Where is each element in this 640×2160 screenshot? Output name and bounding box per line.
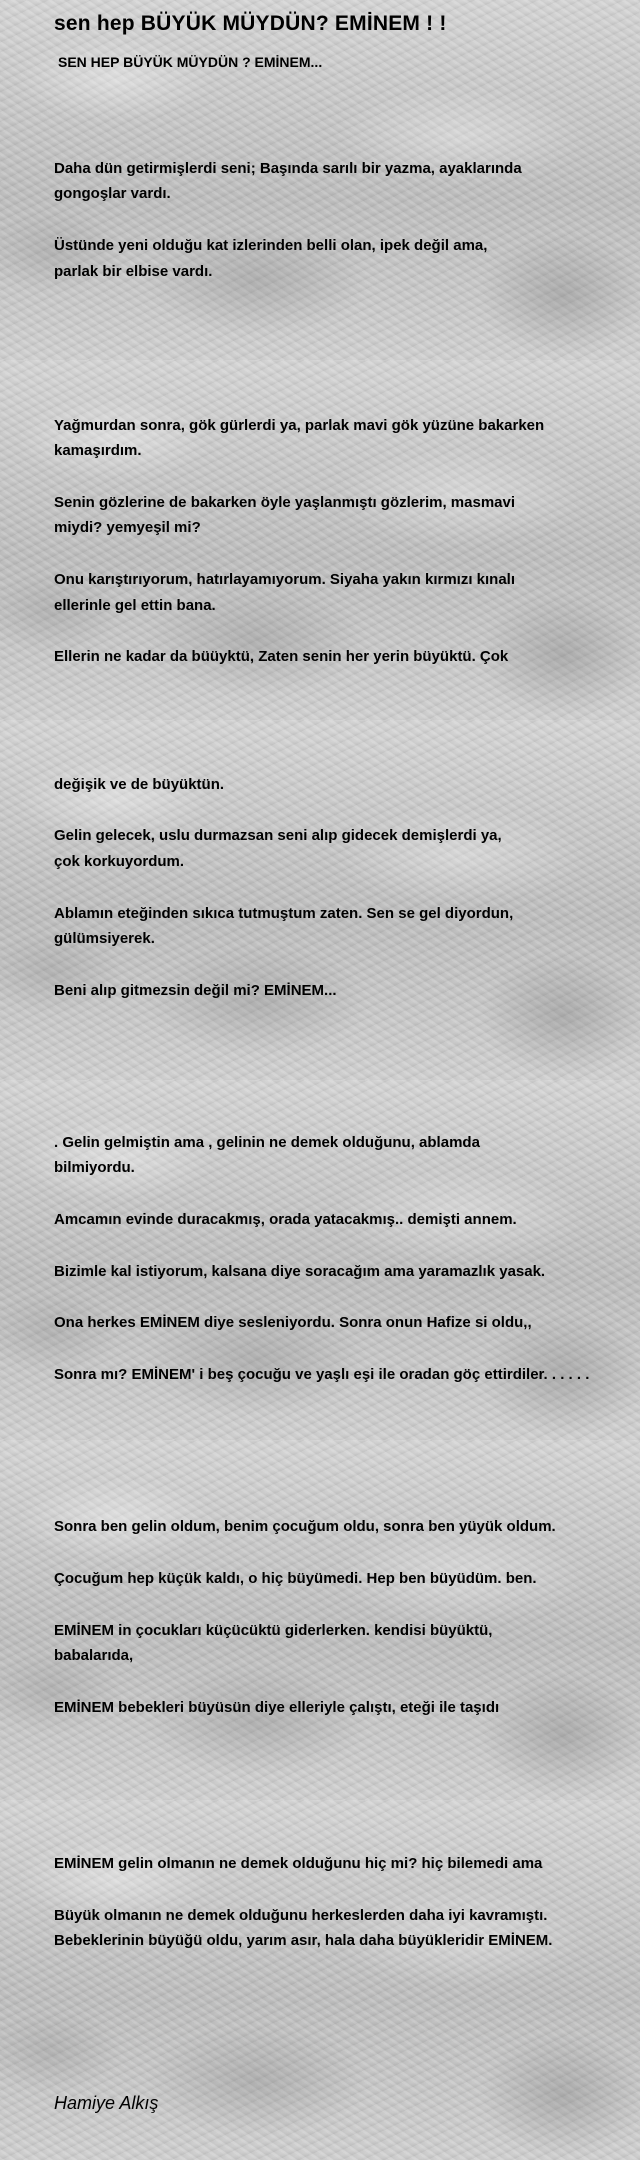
poem-line: parlak bir elbise vardı. [54, 263, 213, 280]
poem-panel-5 [0, 1440, 640, 1800]
poem-line: Ablamın eteğinden sıkıca tutmuştum zaten. Sen se gel diyordun, [54, 905, 514, 922]
poem-line: Amcamın evinde duracakmış, orada yatacakmış.. demişti annem. [54, 1211, 517, 1228]
poem-line: EMİNEM bebekleri büyüsün diye elleriyle çalıştı, eteği ile taşıdı [54, 1699, 500, 1716]
poem-line: değişik ve de büyüktün. [54, 776, 225, 793]
poem-line: bilmiyordu. [54, 1159, 135, 1176]
poem-line: Bebeklerinin büyüğü oldu, yarım asır, hala daha büyükleridir EMİNEM. [54, 1932, 553, 1949]
poem-line: ellerinle gel ettin bana. [54, 597, 216, 614]
poem-panel-6 [0, 1800, 640, 2160]
poem-line: kamaşırdım. [54, 442, 142, 459]
poem-line: Senin gözlerine de bakarken öyle yaşlanmıştı gözlerim, masmavi [54, 494, 516, 511]
author-signature: Hamiye Alkış [54, 2093, 159, 2113]
poem-line: . Gelin gelmiştin ama , gelinin ne demek olduğunu, ablamda [54, 1134, 480, 1151]
poem-line: Çocuğum hep küçük kaldı, o hiç büyümedi. Hep ben büyüdüm. ben. [54, 1570, 537, 1587]
poem-line: gülümsiyerek. [54, 930, 155, 947]
poem-line: Üstünde yeni olduğu kat izlerinden belli olan, ipek değil ama, [54, 237, 488, 254]
poem-line: Onu karıştırıyorum, hatırlayamıyorum. Siyaha yakın kırmızı kınalı [54, 571, 516, 588]
poem-panel-2 [0, 360, 640, 720]
poem-line: Sonra ben gelin oldum, benim çocuğum oldu, sonra ben yüyük oldum. [54, 1518, 556, 1535]
poem-line: Büyük olmanın ne demek olduğunu herkeslerden daha iyi kavramıştı. [54, 1907, 548, 1924]
poem-line: Gelin gelecek, uslu durmazsan seni alıp gidecek demişlerdi ya, [54, 827, 502, 844]
poem-line: EMİNEM in çocukları küçücüktü giderlerken. kendisi büyüktü, [54, 1622, 493, 1639]
poem-line: gongoşlar vardı. [54, 185, 171, 202]
page-title: sen hep BÜYÜK MÜYDÜN? EMİNEM ! ! [54, 12, 447, 35]
page-subtitle: SEN HEP BÜYÜK MÜYDÜN ? EMİNEM... [58, 54, 323, 70]
poem-line: Beni alıp gitmezsin değil mi? EMİNEM... [54, 982, 337, 999]
poem-line: babalarıda, [54, 1647, 134, 1664]
poem-panel-3 [0, 720, 640, 1080]
poem-line: Sonra mı? EMİNEM' i beş çocuğu ve yaşlı eşi ile oradan göç ettirdiler. . . . . . [54, 1366, 590, 1383]
poem-line: Ellerin ne kadar da büüyktü, Zaten senin her yerin büyüktü. Çok [54, 648, 509, 665]
poem-line: Yağmurdan sonra, gök gürlerdi ya, parlak mavi gök yüzüne bakarken [54, 417, 545, 434]
poem-line: Daha dün getirmişlerdi seni; Başında sarılı bir yazma, ayaklarında [54, 160, 522, 177]
poem-line: Bizimle kal istiyorum, kalsana diye soracağım ama yaramazlık yasak. [54, 1263, 546, 1280]
poem-line: çok korkuyordum. [54, 853, 185, 870]
poem-panel-4 [0, 1080, 640, 1440]
poem-line: miydi? yemyeşil mi? [54, 519, 201, 536]
poem-line: EMİNEM gelin olmanın ne demek olduğunu hiç mi? hiç bilemedi ama [54, 1855, 543, 1872]
poem-panel-1 [0, 0, 640, 360]
poem-line: Ona herkes EMİNEM diye sesleniyordu. Sonra onun Hafize si oldu,, [54, 1314, 532, 1331]
